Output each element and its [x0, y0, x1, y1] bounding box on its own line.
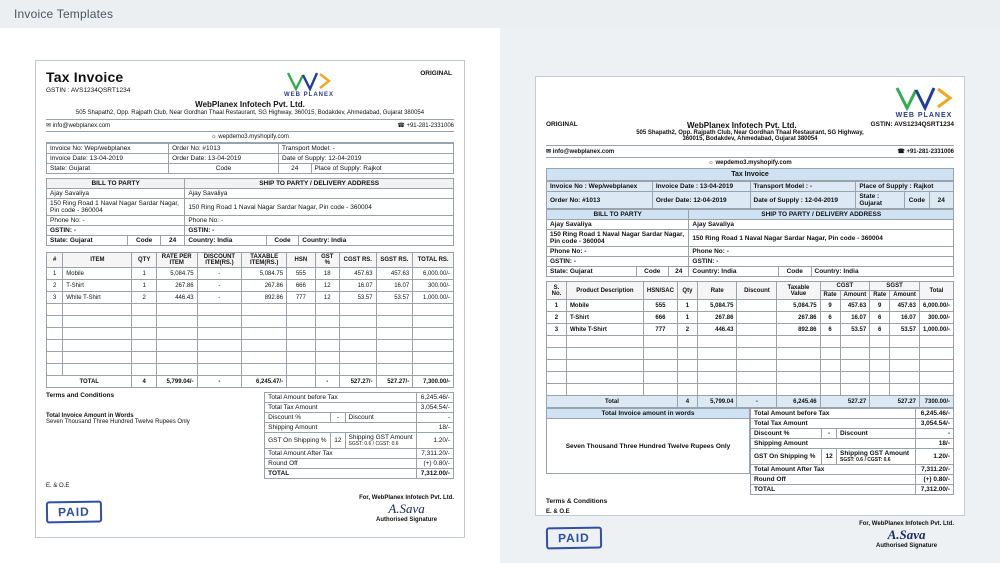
col-index-left: #	[47, 253, 63, 268]
table-row: Total Amount before Tax 6,245.46/-	[751, 409, 954, 419]
shipping-gst-sub-right: SGST: 0.6 / CGST: 0.6	[840, 457, 891, 463]
bill-to-state-left: State: Gujarat	[47, 236, 128, 246]
eoe-right: E. & O.E	[546, 509, 570, 515]
signature-script-left: A.Sava	[388, 501, 425, 516]
table-row	[47, 199, 454, 216]
template-pane-right[interactable]	[500, 28, 1000, 563]
company-logo-right	[894, 85, 954, 119]
table-row	[547, 192, 954, 209]
table-row: Discount % - Discount -	[751, 429, 954, 439]
gstin-left: GSTIN : AVS1234QSRT1234	[46, 87, 131, 94]
logo-row-right	[546, 85, 954, 119]
table-row: Total Amount before Tax 6,245.46/-	[265, 393, 454, 403]
table-row: 1 Mobile 1 5,084.75 - 5,084.75 555 18 457.63 457.63 6,000.00/-	[47, 268, 454, 280]
table-row: Round Off (+) 0.80/-	[751, 475, 954, 485]
table-row: 3 White T-Shirt 2 446.43 - 892.86 777 12 53.57 53.57 1,000.00/-	[47, 292, 454, 304]
meta-transport-right: Transport Model : -	[750, 182, 856, 192]
email-left: ✉ info@webplanex.com	[46, 123, 111, 129]
contact-row-right	[546, 145, 954, 158]
table-row	[547, 230, 954, 247]
page-title-text: Invoice Templates	[14, 7, 114, 21]
ship-to-phone-right: Phone No: -	[689, 247, 954, 257]
meta-place-supply-left: Place of Supply: Rajkot	[311, 164, 453, 174]
table-row: TOTAL 7,312.00/-	[751, 485, 954, 495]
ship-to-gstin-left: GSTIN: -	[185, 226, 454, 236]
terms-block-left	[46, 392, 264, 479]
col-sno-right: S. No.	[547, 282, 567, 300]
table-row: Total Tax Amount 3,054.54/-	[265, 403, 454, 413]
summary-table-left	[264, 392, 454, 479]
col-rate-left: RATE PER ITEM	[156, 253, 197, 268]
table-row-empty	[47, 340, 454, 352]
header-row-right	[546, 121, 954, 130]
table-row-empty	[47, 352, 454, 364]
original-tag-left: ORIGINAL	[420, 70, 452, 77]
phone-left: ☎ +91-281-2331006	[397, 123, 454, 129]
bill-to-code-label-left: Code	[128, 236, 161, 246]
company-address-left: 505 Shapath2, Opp. Rajpath Club, Near Gordhan Thaal Restaurant, SG Highway, 360015, Bodakdev, Ahmedabad, Gujarat 380054	[75, 110, 425, 116]
summary-block-left	[264, 392, 454, 479]
meta-transport-left: Transport Model: -	[278, 144, 453, 154]
bill-to-address-right: 150 Ring Road 1 Naval Nagar Sardar Nagar, Pin code - 360004	[547, 230, 689, 247]
table-row-empty	[47, 364, 454, 376]
table-row: Total Tax Amount 3,054.54/-	[751, 419, 954, 429]
ship-to-header-right: SHIP TO PARTY / DELIVERY ADDRESS	[689, 210, 954, 220]
table-row	[547, 182, 954, 192]
invoice-document-modern[interactable]	[535, 76, 965, 549]
table-row	[47, 216, 454, 226]
bill-to-country-right: Country: India	[689, 267, 779, 277]
ship-to-code-label-left: Code	[266, 236, 299, 246]
words-label-right: Total Invoice amount in words	[547, 409, 750, 419]
table-row-empty	[547, 348, 954, 360]
table-row: Shipping Amount 18/-	[751, 439, 954, 449]
table-row: 2 T-Shirt 1 267.86 - 267.86 666 12 16.07 16.07 300.00/-	[47, 280, 454, 292]
table-row: TOTAL 7,312.00/-	[265, 469, 454, 479]
for-company-left: For, WebPlanex Infotech Pvt. Ltd.	[359, 495, 454, 501]
col-gst-left: GST %	[315, 253, 339, 268]
authorised-signature-left: Authorised Signature	[376, 517, 438, 523]
table-row	[547, 409, 750, 419]
invoice-meta-table-left	[46, 143, 454, 174]
table-row	[47, 154, 454, 164]
bill-to-code-label-right: Code	[636, 267, 669, 277]
table-row	[547, 210, 954, 220]
col-cgst-right: CGST	[820, 282, 870, 291]
shipping-gst-label-left: Shipping GST Amount	[348, 434, 413, 441]
col-total-right: Total	[919, 282, 953, 300]
col-hsn-right: HSN/SAC	[643, 282, 677, 300]
table-row: GST On Shipping % 12 Shipping GST Amount SGST: 0.6 / CGST: 0.6 1.20/-	[265, 433, 454, 449]
eoe-left: E. & O.E	[46, 483, 70, 489]
col-total-left: TOTAL RS.	[413, 253, 454, 268]
logo-wordmark-right: WEB PLANEX	[895, 112, 953, 119]
table-row: 2 T-Shirt 666 1 267.86 267.86 6 16.07 6 16.07 300.00/-	[547, 312, 954, 324]
shipping-gst-sub-left: SGST: 0.6 / CGST: 0.6	[348, 441, 399, 447]
meta-invoice-date-left: Invoice Date: 13-04-2019	[47, 154, 169, 164]
meta-order-date-right: Order Date: 12-04-2019	[652, 192, 750, 209]
col-sgst-right: SGST	[870, 282, 920, 291]
table-row: 3 White T-Shirt 777 2 446.43 892.86 6 53.57 6 53.57 1,000.00/-	[547, 324, 954, 336]
table-row	[547, 267, 954, 277]
templates-canvas	[0, 28, 1000, 563]
table-row	[547, 419, 750, 474]
ship-to-name-right: Ajay Savaliya	[689, 220, 954, 230]
ship-to-name-left: Ajay Savaliya	[185, 189, 454, 199]
table-row	[47, 144, 454, 154]
page-title	[0, 0, 1000, 28]
bill-to-header-left: BILL TO PARTY	[47, 179, 185, 189]
invoice-title-left: Tax Invoice	[46, 69, 124, 85]
ship-to-gstin-right: GSTIN: -	[689, 257, 954, 267]
words-value-left: Seven Thousand Three Hundred Twelve Rupees Only	[46, 419, 190, 425]
invoice-title-right: Tax Invoice	[546, 169, 954, 181]
meta-supply-date-right: Date of Supply : 12-04-2019	[750, 192, 856, 209]
bill-to-code-right: 24	[669, 267, 689, 277]
col-qty-left: QTY	[132, 253, 156, 268]
email-right: ✉ info@webplanex.com	[546, 149, 615, 155]
col-taxable-left: TAXABLE ITEM(RS.)	[242, 253, 287, 268]
table-row	[47, 179, 454, 189]
company-block-right	[628, 121, 856, 130]
website-left: ☼ wepdemo3.myshopify.com	[211, 134, 289, 140]
bill-to-phone-left: Phone No: -	[47, 216, 185, 226]
signature-block-right	[859, 521, 954, 549]
table-row	[47, 189, 454, 199]
table-row-empty	[547, 384, 954, 396]
table-row-empty	[47, 316, 454, 328]
webplanex-logo-icon	[894, 85, 954, 111]
paid-stamp-right: PAID	[546, 527, 602, 550]
meta-state-left: State: Gujarat	[47, 164, 169, 174]
gstin-right: GSTIN: AVS1234QSRT1234	[870, 121, 954, 128]
signature-area-left	[46, 495, 454, 523]
meta-supply-date-left: Date of Supply: 12-04-2019	[278, 154, 453, 164]
authorised-signature-right: Authorised Signature	[876, 543, 938, 549]
meta-invoice-date-right: Invoice Date : 13-04-2019	[652, 182, 750, 192]
summary-block-right	[750, 408, 954, 495]
col-rate-right: Rate	[697, 282, 737, 300]
company-name-right: WebPlanex Infotech Pvt. Ltd.	[687, 121, 797, 130]
company-block-left	[46, 100, 454, 116]
website-right: ☼ wepdemo3.myshopify.com	[708, 160, 792, 166]
table-row-empty	[547, 372, 954, 384]
meta-invoice-no-right: Invoice No : Wep/webplanex	[547, 182, 653, 192]
ship-to-phone-left: Phone No: -	[185, 216, 454, 226]
table-row: Shipping Amount 18/-	[265, 423, 454, 433]
col-discount-right: Discount	[737, 282, 777, 300]
table-row-empty	[547, 360, 954, 372]
bill-to-address-left: 150 Ring Road 1 Naval Nagar Sardar Nagar, Pin code - 360004	[47, 199, 185, 216]
table-row-empty	[47, 304, 454, 316]
col-cgst-left: CGST RS.	[339, 253, 376, 268]
table-row: Round Off (+) 0.80/-	[265, 459, 454, 469]
bill-to-code-left: 24	[160, 236, 184, 246]
bill-to-country-left: Country: India	[185, 236, 266, 246]
meta-code-label-right: Code	[905, 192, 929, 209]
table-row: 1 Mobile 555 1 5,084.75 5,084.75 9 457.63 9 457.63 6,000.00/-	[547, 300, 954, 312]
bill-to-name-right: Ajay Savaliya	[547, 220, 689, 230]
company-address-right: 505 Shapath2, Opp. Rajpath Club, Near Gordhan Thaal Restaurant, SG Highway, 360015, Bodakdev, Ahmedabad, Gujarat 380054	[636, 130, 864, 142]
signature-script-right: A.Sava	[887, 527, 926, 542]
table-subheader-row: Rate Amount Rate Amount	[547, 291, 954, 300]
words-block-right	[546, 408, 750, 495]
table-row	[47, 164, 454, 174]
words-summary-right	[546, 408, 954, 495]
meta-code-right: 24	[929, 192, 953, 209]
meta-code-label-left: Code	[169, 164, 279, 174]
bill-to-gstin-right: GSTIN: -	[547, 257, 689, 267]
meta-code-left: 24	[278, 164, 311, 174]
items-total-row-left: TOTAL 4 5,799.04/- - 6,245.47/- - 527.27/- 527.27/- 7,300.00/-	[47, 376, 454, 388]
ship-to-code-label-right: Code	[778, 267, 811, 277]
ship-to-address-left: 150 Ring Road 1 Naval Nagar Sardar Nagar, Pin code - 360004	[185, 199, 454, 216]
ship-to-country-left: Country: India	[299, 236, 454, 246]
paid-stamp-left: PAID	[46, 501, 102, 524]
website-row-right	[546, 158, 954, 169]
terms-title-right: Terms & Conditions	[546, 498, 608, 505]
col-discount-left: DISCOUNT ITEM(RS.)	[197, 253, 242, 268]
party-table-left	[46, 178, 454, 246]
table-row-empty	[47, 328, 454, 340]
table-row: Total Amount After Tax 7,311.20/-	[265, 449, 454, 459]
bill-to-state-right: State: Gujarat	[547, 267, 637, 277]
col-qty-right: Qty	[677, 282, 697, 300]
words-label-left: Total Invoice Amount in Words	[46, 413, 134, 419]
table-row-empty	[547, 336, 954, 348]
col-sgst-left: SGST RS.	[376, 253, 413, 268]
table-row	[547, 220, 954, 230]
table-row	[47, 236, 454, 246]
table-row: Total Amount After Tax 7,311.20/-	[751, 465, 954, 475]
invoice-document-classic[interactable]	[35, 60, 465, 538]
table-row: GST On Shipping % 12 Shipping GST Amount SGST: 0.6 / CGST: 0.6 1.20/-	[751, 449, 954, 465]
words-value-right: Seven Thousand Three Hundred Twelve Rupees Only	[547, 419, 750, 474]
meta-state-right: State : Gujarat	[856, 192, 905, 209]
table-row: Discount % - Discount -	[265, 413, 454, 423]
table-row	[547, 247, 954, 257]
website-row-left	[46, 132, 454, 143]
words-table-right	[546, 408, 750, 474]
meta-invoice-no-left: Invoice No: Wep/webplanex	[47, 144, 169, 154]
col-item-left: ITEM	[63, 253, 132, 268]
terms-title-left: Terms and Conditions	[46, 392, 115, 399]
company-logo-left	[284, 71, 334, 98]
bill-to-phone-right: Phone No: -	[547, 247, 689, 257]
items-table-right	[546, 281, 954, 408]
bill-to-name-left: Ajay Savaliya	[47, 189, 185, 199]
ship-to-header-left: SHIP TO PARTY / DELIVERY ADDRESS	[185, 179, 454, 189]
party-table-right	[546, 209, 954, 277]
invoice-meta-table-right	[546, 181, 954, 209]
for-company-right: For, WebPlanex Infotech Pvt. Ltd.	[859, 521, 954, 527]
table-header-row	[547, 282, 954, 291]
col-product-right: Product Description	[566, 282, 643, 300]
bill-to-header-right: BILL TO PARTY	[547, 210, 689, 220]
ship-to-address-right: 150 Ring Road 1 Naval Nagar Sardar Nagar, Pin code - 360004	[689, 230, 954, 247]
summary-table-right	[750, 408, 954, 495]
items-table-left	[46, 252, 454, 388]
col-taxable-right: Taxable Value	[777, 282, 820, 300]
contact-row-left	[46, 119, 454, 132]
table-row	[547, 257, 954, 267]
table-header-row	[47, 253, 454, 268]
bill-to-gstin-left: GSTIN: -	[47, 226, 185, 236]
ship-to-country-right: Country: India	[811, 267, 954, 277]
original-tag-right: ORIGINAL	[546, 121, 578, 128]
signature-block-left	[359, 495, 454, 523]
meta-place-supply-right: Place of Supply : Rajkot	[856, 182, 954, 192]
shipping-gst-label-right: Shipping GST Amount	[840, 450, 910, 457]
meta-order-no-left: Order No: #1013	[169, 144, 279, 154]
webplanex-logo-icon	[286, 71, 332, 91]
company-name-left: WebPlanex Infotech Pvt. Ltd.	[195, 100, 305, 109]
template-pane-left[interactable]	[0, 28, 500, 563]
phone-right: ☎ +91-281-2331006	[897, 149, 954, 155]
signature-area-right	[546, 521, 954, 549]
items-total-row-right: Total 4 5,799.04 - 6,245.46 527.27 527.27 7300.00/-	[547, 396, 954, 408]
logo-wordmark-left: WEB PLANEX	[283, 92, 334, 98]
col-hsn-left: HSN	[287, 253, 315, 268]
meta-order-date-left: Order Date: 13-04-2019	[169, 154, 279, 164]
table-row	[47, 226, 454, 236]
terms-summary-left	[46, 392, 454, 479]
meta-order-no-right: Order No: #1013	[547, 192, 653, 209]
